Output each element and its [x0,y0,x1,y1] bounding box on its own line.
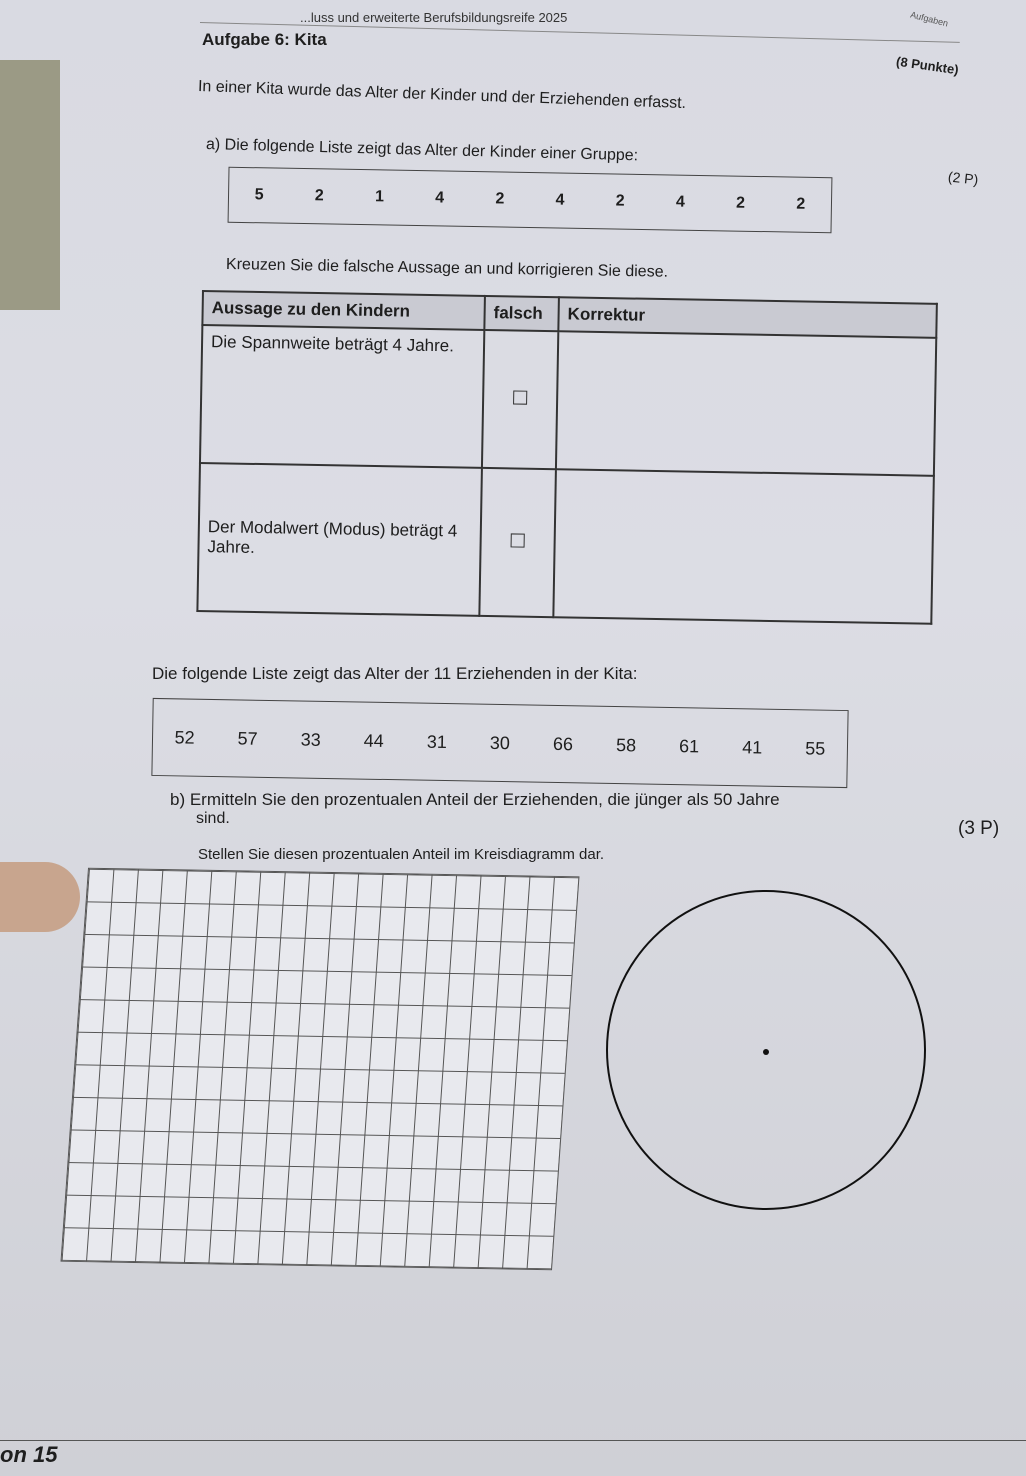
page-number: on 15 [0,1442,58,1467]
statement-cell [200,325,484,468]
task-points: (8 Punkte) [895,53,960,78]
header-section-label: Aufgaben [909,9,950,29]
statement-table [196,290,938,625]
table-row [197,463,933,624]
part-a-points: (2 P) [947,168,980,188]
statement-cell [197,463,482,616]
child-age: 2 [735,194,746,212]
header-correction: Korrektur [558,297,937,338]
statement-text: Die Spannweite beträgt 4 Jahre. [210,332,455,356]
adults-intro: Die folgende Liste zeigt das Alter der 11 Erziehenden in der Kita: [152,664,638,683]
header-wrong: falsch [484,296,559,331]
child-age: 2 [796,195,806,213]
wrong-cell [479,468,556,617]
child-age: 1 [374,188,385,206]
adult-age: 61 [678,735,700,756]
adult-age: 41 [742,736,763,758]
adult-age: 52 [174,726,195,748]
part-b-prompt-continued: sind. [196,810,230,827]
child-age: 2 [495,190,505,208]
adult-age: 57 [237,727,258,749]
adult-age: 30 [489,732,511,753]
task-title: Aufgabe 6: Kita [202,30,327,49]
finger-edge [0,862,80,932]
children-ages-list [228,167,833,234]
adult-age: 55 [805,737,826,759]
footer-divider [0,1440,1026,1441]
correction-cell[interactable] [553,469,934,624]
child-age: 4 [435,189,445,207]
adult-age: 66 [552,733,574,754]
part-b-points: (3 P) [958,818,1000,839]
child-age: 4 [555,191,565,209]
table-row [200,325,936,476]
wrong-cell [482,330,558,469]
calculation-grid[interactable] [61,868,580,1271]
child-age: 5 [254,186,264,204]
part-a-prompt: a) Die folgende Liste zeigt das Alter der Kinder einer Gruppe: [205,136,639,165]
adult-age: 58 [615,734,637,755]
background-left [0,60,60,310]
header-statement: Aussage zu den Kindern [202,291,485,330]
child-age: 2 [314,187,324,205]
wrong-checkbox[interactable] [511,533,525,547]
adult-age: 33 [300,729,321,750]
child-age: 2 [615,192,625,210]
adult-age: 31 [426,731,448,752]
circle-center-dot [763,1049,769,1055]
adult-age: 44 [363,730,384,751]
correction-cell[interactable] [556,331,936,476]
statement-text: Der Modalwert (Modus) beträgt 4 Jahre. [207,517,458,557]
part-b-instruction: Stellen Sie diesen prozentualen Anteil im Kreisdiagramm dar. [198,846,605,863]
page-header: ...luss und erweiterte Berufsbildungsreife 2025 [300,10,568,25]
part-a-instruction: Kreuzen Sie die falsche Aussage an und korrigieren Sie diese. [225,256,669,281]
task-intro: In einer Kita wurde das Alter der Kinder und der Erziehenden erfasst. [197,78,687,113]
wrong-checkbox[interactable] [513,390,527,404]
adults-ages-list [151,698,848,788]
child-age: 4 [675,193,685,211]
part-b-prompt: b) Ermitteln Sie den prozentualen Anteil der Erziehenden, die jünger als 50 Jahre [170,790,780,809]
